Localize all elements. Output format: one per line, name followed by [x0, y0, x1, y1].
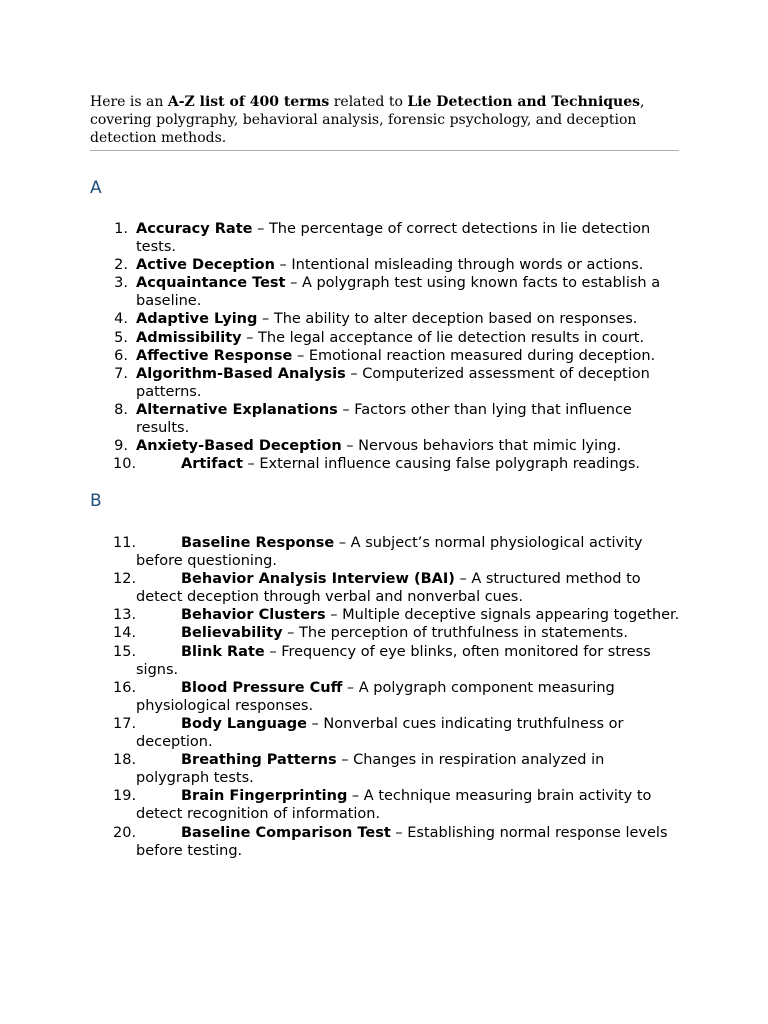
- list-item: [0, 329, 681, 347]
- item-number: 19.: [113, 788, 137, 805]
- intro-paragraph: [90, 93, 680, 147]
- intro-bold-2: Lie Detection and Techniques: [407, 94, 641, 110]
- item-term: Adaptive Lying: [136, 311, 258, 328]
- item-description: – A structured method to detect deception through verbal and nonverbal cues.: [136, 571, 641, 606]
- item-description: – Multiple deceptive signals appearing together.: [325, 607, 680, 624]
- item-number: 20.: [113, 824, 137, 841]
- section-heading-a: A: [90, 178, 102, 198]
- item-description: – A polygraph component measuring physiological responses.: [136, 679, 615, 714]
- list-item: [0, 274, 681, 310]
- item-description: – Changes in respiration analyzed in polygraph tests.: [136, 752, 605, 787]
- item-term: Baseline Comparison Test: [181, 824, 391, 841]
- item-number: 13.: [113, 607, 137, 624]
- list-item: [0, 715, 681, 751]
- list-item: [0, 256, 681, 274]
- item-description: – Factors other than lying that influence results.: [136, 401, 632, 437]
- item-description: – The perception of truthfulness in statements.: [282, 625, 628, 642]
- item-term: Anxiety-Based Deception: [136, 438, 342, 455]
- item-term: Believability: [181, 625, 283, 642]
- item-number: 14.: [113, 625, 137, 642]
- item-term: Artifact: [181, 456, 243, 473]
- item-number: 5.: [114, 329, 128, 346]
- item-number: 6.: [114, 347, 128, 364]
- item-description: – Intentional misleading through words or actions.: [274, 257, 644, 274]
- item-term: Brain Fingerprinting: [181, 788, 348, 805]
- list-item: [0, 606, 681, 624]
- list-item: [0, 624, 681, 642]
- item-description: – Establishing normal response levels before testing.: [136, 824, 668, 859]
- list-item: [0, 643, 681, 679]
- item-number: 15.: [113, 643, 137, 660]
- item-number: 17.: [113, 715, 137, 732]
- item-description: – Nonverbal cues indicating truthfulness or deception.: [136, 715, 624, 751]
- item-description: – The percentage of correct detections in lie detection tests.: [136, 221, 651, 256]
- item-number: 8.: [114, 401, 128, 418]
- item-term: Behavior Analysis Interview (BAI): [181, 571, 455, 588]
- list-item: [0, 347, 681, 365]
- item-term: Breathing Patterns: [181, 752, 337, 769]
- intro-bold-1: A-Z list of 400 terms: [167, 94, 330, 110]
- item-description: – A technique measuring brain activity to detect recognition of information.: [136, 788, 652, 823]
- list-item: [0, 824, 681, 860]
- intro-text-1: Here is an: [90, 94, 168, 110]
- item-term: Alternative Explanations: [136, 401, 338, 418]
- list-item: [0, 455, 681, 473]
- item-number: 10.: [113, 456, 137, 473]
- list-item: [0, 570, 681, 606]
- list-item: [0, 220, 681, 256]
- horizontal-divider: [90, 150, 679, 151]
- item-number: 4.: [114, 311, 128, 328]
- item-number: 16.: [113, 679, 137, 696]
- intro-text-3: , covering polygraphy, behavioral analysis, forensic psychology, and deception detection methods.: [90, 94, 645, 146]
- item-term: Behavior Clusters: [181, 607, 326, 624]
- list-item: [0, 365, 681, 401]
- item-description: – Computerized assessment of deception patterns.: [136, 365, 650, 400]
- list-item: [0, 787, 681, 823]
- item-term: Admissibility: [136, 329, 242, 346]
- item-description: – Emotional reaction measured during deception.: [292, 347, 656, 364]
- list-item: [0, 751, 681, 787]
- item-number: 12.: [113, 571, 137, 588]
- term-list-a: [0, 220, 768, 473]
- item-term: Baseline Response: [181, 535, 335, 551]
- item-description: – A polygraph test using known facts to establish a baseline.: [136, 275, 661, 310]
- list-item: [0, 401, 681, 437]
- item-description: – Nervous behaviors that mimic lying.: [341, 438, 622, 455]
- item-term: Blink Rate: [181, 643, 265, 660]
- list-item: [0, 679, 681, 715]
- item-description: – Frequency of eye blinks, often monitored for stress signs.: [136, 643, 651, 678]
- item-term: Blood Pressure Cuff: [181, 679, 343, 696]
- item-term: Algorithm-Based Analysis: [136, 365, 346, 382]
- list-item: [0, 437, 681, 455]
- item-term: Acquaintance Test: [136, 275, 286, 292]
- item-description: – A subject’s normal physiological activity before questioning.: [136, 535, 643, 570]
- item-term: Body Language: [181, 715, 307, 732]
- item-term: Affective Response: [136, 347, 293, 364]
- item-number: 1.: [114, 221, 128, 237]
- intro-text-2: related to: [329, 94, 408, 110]
- list-item: [0, 534, 681, 570]
- item-description: – External influence causing false polygraph readings.: [242, 456, 641, 473]
- item-number: 2.: [114, 257, 128, 274]
- item-term: Accuracy Rate: [136, 221, 253, 237]
- section-heading-b: B: [90, 491, 102, 511]
- item-description: – The ability to alter deception based on responses.: [257, 311, 638, 328]
- item-number: 9.: [114, 438, 128, 455]
- term-list-b: [0, 534, 768, 860]
- item-term: Active Deception: [136, 257, 275, 274]
- item-description: – The legal acceptance of lie detection results in court.: [241, 329, 645, 346]
- item-number: 3.: [114, 275, 128, 292]
- item-number: 11.: [113, 535, 137, 551]
- item-number: 7.: [114, 365, 128, 382]
- item-number: 18.: [113, 752, 137, 769]
- list-item: [0, 310, 681, 328]
